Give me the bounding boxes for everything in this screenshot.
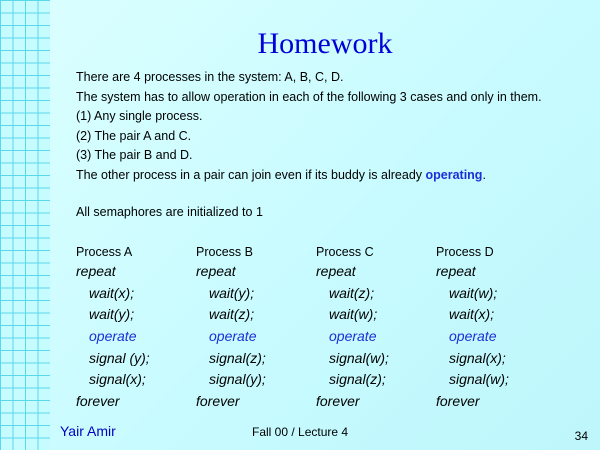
process-c-column (316, 243, 436, 413)
code-line: wait(w); (329, 306, 378, 323)
code-line: wait(y); (209, 284, 255, 301)
code-line: repeat (76, 263, 116, 279)
code-line: signal(w); (329, 349, 389, 366)
process-d-header: Process D (436, 245, 494, 259)
intro-line-6-suffix: . (482, 167, 486, 182)
code-line: forever (436, 393, 480, 410)
grid-decoration (0, 0, 50, 450)
intro-text (76, 68, 591, 186)
code-line: signal(w); (449, 371, 509, 388)
page-number: 34 (574, 429, 588, 443)
code-line: wait(w); (449, 284, 498, 301)
operate-line: operate (89, 328, 137, 345)
operate-line: operate (329, 328, 377, 345)
code-line: wait(x); (89, 284, 135, 301)
code-line: wait(x); (449, 306, 495, 323)
code-line: signal(x); (449, 349, 506, 366)
code-line: forever (76, 393, 120, 410)
semaphore-init-note: All semaphores are initialized to 1 (76, 205, 263, 219)
code-line: wait(z); (209, 306, 255, 323)
code-line: repeat (436, 263, 476, 279)
slide-title: Homework (257, 27, 393, 60)
code-line: forever (196, 393, 240, 410)
code-line: forever (316, 393, 360, 410)
operating-highlight: operating (425, 167, 483, 182)
code-line: signal (y); (89, 349, 150, 366)
code-line: wait(z); (329, 284, 375, 301)
intro-line-3: (1) Any single process. (76, 109, 203, 124)
intro-line-5: (3) The pair B and D. (76, 148, 193, 163)
operate-line: operate (209, 328, 257, 345)
process-c-header: Process C (316, 245, 374, 259)
intro-line-2: The system has to allow operation in each of the following 3 cases and only in them. (76, 89, 542, 104)
code-line: signal(z); (329, 371, 386, 388)
footer-author: Yair Amir (60, 423, 116, 439)
code-line: repeat (316, 263, 356, 279)
process-d-column (436, 243, 556, 413)
intro-line-6-prefix: The other process in a pair can join even if its buddy is already (76, 167, 426, 182)
intro-line-4: (2) The pair A and C. (76, 128, 192, 143)
process-a-header: Process A (76, 245, 133, 259)
process-a-column (76, 243, 196, 413)
process-b-header: Process B (196, 245, 253, 259)
code-line: signal(y); (209, 371, 266, 388)
footer-course: Fall 00 / Lecture 4 (252, 425, 349, 439)
operate-line: operate (449, 328, 497, 345)
intro-line-6 (76, 166, 591, 186)
code-line: repeat (196, 263, 236, 279)
intro-line-1: There are 4 processes in the system: A, B, C, D. (76, 70, 344, 84)
process-b-column (196, 243, 316, 413)
code-line: signal(x); (89, 371, 146, 388)
code-line: wait(y); (89, 306, 135, 323)
code-line: signal(z); (209, 349, 266, 366)
